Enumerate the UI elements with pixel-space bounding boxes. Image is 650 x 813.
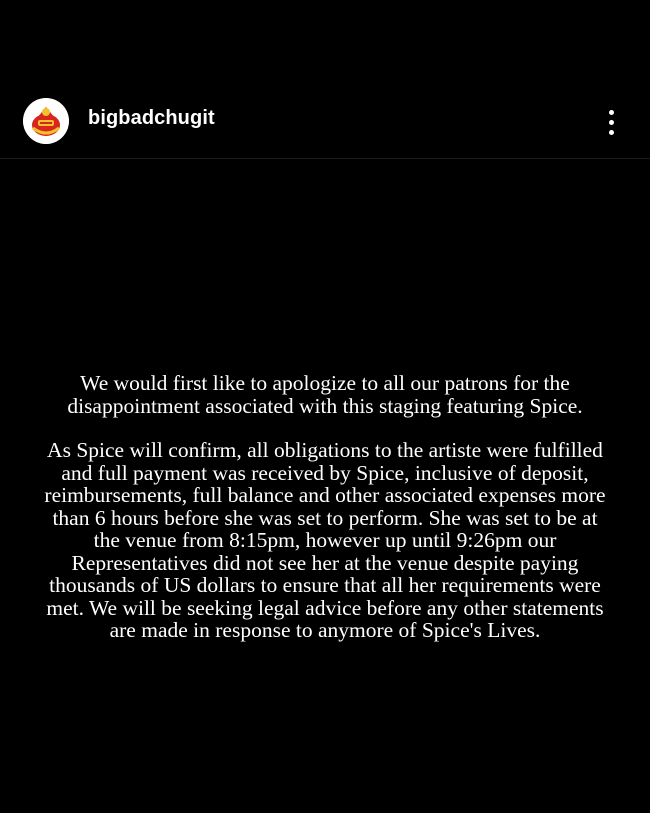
statement-line: and full payment was received by Spice, inclusive of deposit, [61, 460, 589, 485]
avatar[interactable] [23, 98, 69, 144]
header-divider [0, 158, 650, 159]
post-header [0, 95, 650, 147]
statement-line: thousands of US dollars to ensure that all her requirements were [49, 573, 601, 597]
statement-line: met. We will be seeking legal advice before any other statements [46, 595, 604, 620]
statement-line: reimbursements, full balance and other associated expenses more [44, 483, 606, 507]
statement-line: are made in response to anymore of Spice's Lives. [109, 618, 541, 642]
statement-line: As Spice will confirm, all obligations to the artiste were fulfilled [47, 438, 603, 462]
post-statement [10, 372, 640, 642]
statement-line: Representatives did not see her at the venue despite paying [71, 550, 579, 575]
statement-line: We would first like to apologize to all our patrons for the [80, 371, 570, 395]
statement-line: disappointment associated with this staging featuring Spice. [67, 393, 583, 418]
statement-line: the venue from 8:15pm, however up until 9:26pm our [93, 528, 557, 552]
username[interactable]: bigbadchugit [88, 107, 215, 129]
statement-line: than 6 hours before she was set to perform. She was set to be at [52, 505, 598, 530]
chug-it-logo [23, 98, 69, 144]
more-options-icon[interactable] [596, 102, 626, 142]
